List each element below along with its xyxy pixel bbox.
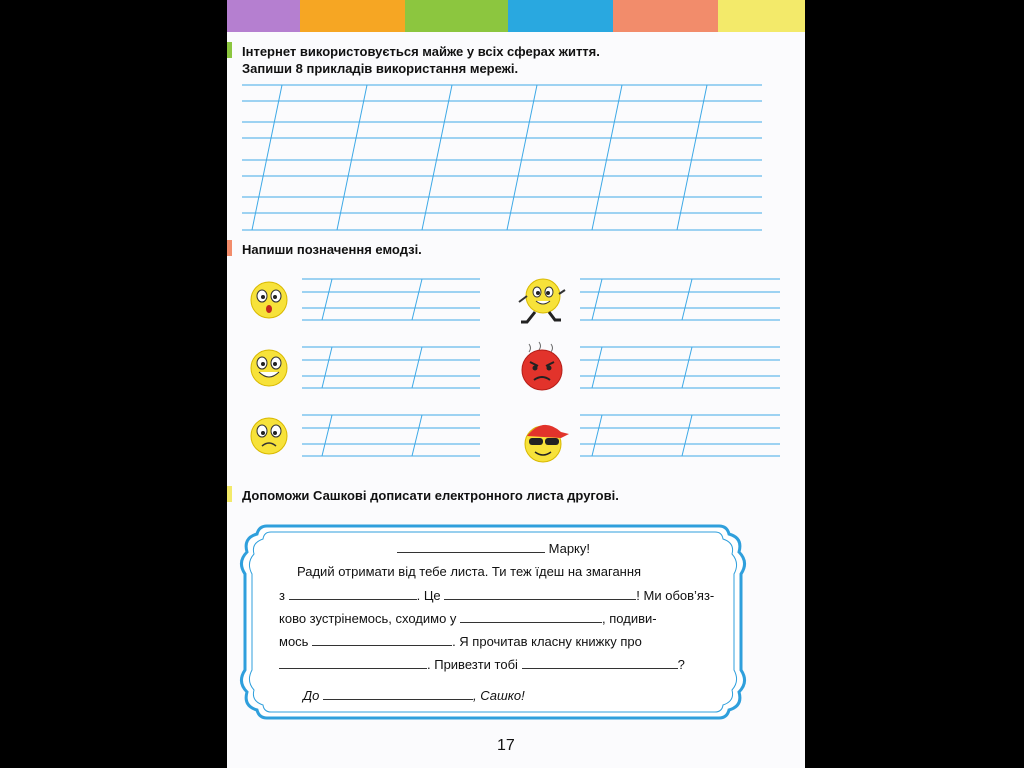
task3-title: Допоможи Сашкові дописати електронного листа другові. [242,488,619,503]
l5b: ? [677,657,685,672]
l3a: ково зустрінемось, сходимо у [279,611,457,626]
sign-b: , Сашко! [473,688,525,703]
letter-line3 [279,610,657,626]
tab-orange [300,0,405,32]
writing-area-1[interactable] [242,82,762,234]
letter-line5 [279,656,685,672]
blank-bring[interactable] [522,656,678,669]
l2a: з [279,588,285,603]
blank-book[interactable] [279,656,427,669]
workbook-page [227,0,805,768]
task1-line1: Інтернет використовується майже у всіх сферах життя. [242,44,600,59]
greeting-text: Марку! [548,541,591,556]
blank-name[interactable] [397,540,545,553]
surprised-emoji-icon [249,280,289,320]
tab-purple [227,0,300,32]
tab-yellow [718,0,805,32]
l4a: мось [279,634,309,649]
tab-green [405,0,508,32]
letter-line2 [279,587,714,603]
task1-line2: Запиши 8 прикладів використання мережі. [242,61,519,76]
tab-salmon [613,0,718,32]
task1-text [242,43,600,77]
letter-line1: Радий отримати від тебе листа. Ти теж їдеш на змагання [297,564,642,579]
smiling-emoji-icon [249,347,289,389]
letter-line4 [279,633,642,649]
l2c: ! Ми обов’яз- [636,588,715,603]
letter-signature [303,687,525,703]
blank-go-to[interactable] [460,610,602,623]
blank-where[interactable] [289,587,417,600]
l3b: , подиви- [602,611,657,626]
blank-this-is[interactable] [444,587,636,600]
l4b: . Я прочитав класну книжку про [452,634,642,649]
emoji-writing-lines[interactable] [302,275,782,465]
sad-emoji-icon [249,415,289,457]
blank-watch[interactable] [312,633,452,646]
tab-blue [508,0,613,32]
task2-title: Напиши позначення емодзі. [242,242,422,257]
task1-marker [227,42,232,58]
blank-until[interactable] [323,687,473,700]
color-tabs [227,0,805,32]
task2-marker [227,240,232,256]
letter-greeting [397,540,590,556]
l2b: . Це [416,588,441,603]
l5a: . Привезти тобі [427,657,518,672]
task3-marker [227,486,232,502]
page-number: 17 [497,737,515,754]
sign-a: До [303,688,320,703]
